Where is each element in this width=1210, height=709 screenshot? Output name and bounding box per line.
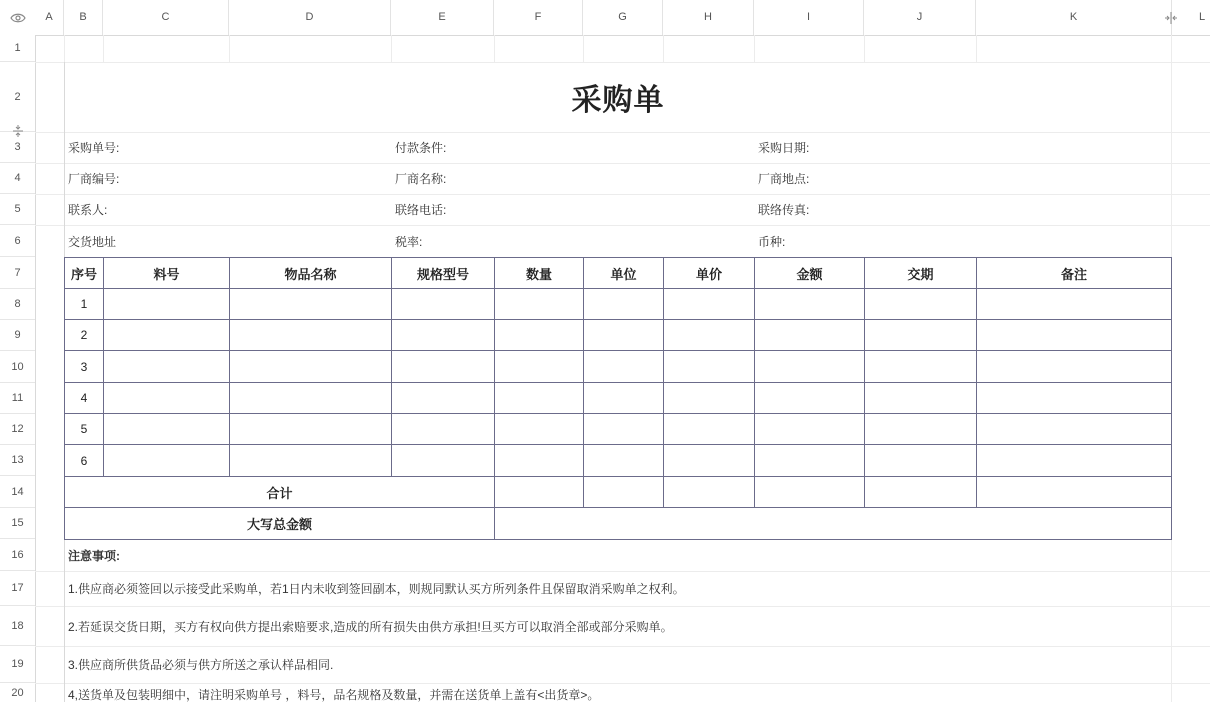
total-caps-label[interactable]: 大写总金额 [64, 507, 495, 540]
table-cell[interactable] [976, 288, 1172, 320]
column-header-j[interactable]: J [864, 0, 976, 35]
vendor-name-label[interactable]: 厂商名称: [395, 172, 447, 186]
table-cell[interactable] [391, 413, 495, 445]
row-index-cell[interactable]: 1 [64, 288, 104, 320]
table-cell[interactable] [663, 413, 755, 445]
gridline [663, 35, 664, 62]
table-cell[interactable] [754, 319, 865, 351]
table-cell[interactable] [494, 413, 584, 445]
column-header-b[interactable]: B [64, 0, 103, 35]
gridline [864, 35, 865, 62]
gridline [229, 35, 230, 62]
column-header-bar [0, 0, 1210, 36]
tax-rate-label[interactable]: 税率: [395, 234, 423, 249]
header-amount[interactable]: 金额 [754, 257, 865, 289]
table-cell[interactable] [391, 382, 495, 414]
table-cell[interactable] [103, 413, 230, 445]
row-header-7[interactable]: 7 [0, 257, 35, 289]
column-header-g[interactable]: G [583, 0, 663, 35]
row-index-cell[interactable]: 2 [64, 319, 104, 351]
row-header-12[interactable]: 12 [0, 414, 35, 445]
note-item[interactable]: 3.供应商所供货品必须与供方所送之承认样品相同. [68, 658, 334, 672]
row-header-4[interactable]: 4 [0, 163, 35, 194]
po-date-label[interactable]: 采购日期: [758, 141, 810, 155]
subtotal-unit-price-cell[interactable] [663, 476, 755, 508]
subtotal-delivery-cell[interactable] [864, 476, 977, 508]
note-item[interactable]: 1.供应商必须签回以示接受此采购单，若1日内未收到签回副本，则规同默认买方所列条件且保留取消采购单之权利。 [68, 582, 685, 596]
row-header-bar [0, 35, 36, 702]
table-cell[interactable] [663, 382, 755, 414]
table-cell[interactable] [754, 444, 865, 477]
table-cell[interactable] [494, 444, 584, 477]
table-cell[interactable] [391, 288, 495, 320]
table-cell[interactable] [754, 382, 865, 414]
row-header-1[interactable]: 1 [0, 35, 35, 62]
po-number-label[interactable]: 采购单号: [68, 141, 120, 155]
row-header-18[interactable]: 18 [0, 606, 35, 646]
gridline [494, 35, 495, 62]
vendor-location-label[interactable]: 厂商地点: [758, 172, 810, 186]
row-header-15[interactable]: 15 [0, 508, 35, 539]
header-unit[interactable]: 单位 [583, 257, 664, 289]
currency-label[interactable]: 币种: [758, 234, 786, 249]
row-index-cell[interactable]: 6 [64, 444, 104, 477]
row-header-3[interactable]: 3 [0, 132, 35, 163]
column-header-l[interactable]: L [1198, 11, 1206, 23]
table-cell[interactable] [864, 350, 977, 383]
table-cell[interactable] [103, 444, 230, 477]
note-item[interactable]: 2.若延误交货日期，买方有权向供方提出索赔要求,造成的所有损失由供方承担!旦买方可以取消全部或部分采购单。 [68, 619, 673, 634]
row-header-6[interactable]: 6 [0, 225, 35, 257]
column-header-c[interactable]: C [103, 0, 229, 35]
row-header-14[interactable]: 14 [0, 476, 35, 508]
table-cell[interactable] [583, 382, 664, 414]
header-delivery[interactable]: 交期 [864, 257, 977, 289]
row-header-10[interactable]: 10 [0, 351, 35, 383]
eye-icon[interactable] [0, 0, 35, 35]
subtotal-remarks-cell[interactable] [976, 476, 1172, 508]
row-header-16[interactable]: 16 [0, 539, 35, 571]
table-cell[interactable] [864, 444, 977, 477]
fax-label[interactable]: 联络传真: [758, 203, 810, 217]
row-header-2[interactable]: 2 [0, 62, 35, 132]
gridline [976, 35, 977, 62]
column-header-k[interactable]: K [976, 0, 1172, 35]
phone-label[interactable]: 联络电话: [395, 203, 447, 217]
note-item[interactable]: 4,送货单及包装明细中，请注明采购单号 ，料号，品名规格及数量，并需在送货单上盖有<出货章>。 [68, 688, 600, 702]
row-header-13[interactable]: 13 [0, 445, 35, 476]
table-cell[interactable] [583, 413, 664, 445]
total-caps-value-cell[interactable] [494, 507, 1172, 540]
gridline [391, 35, 392, 62]
table-cell[interactable] [663, 319, 755, 351]
table-cell[interactable] [663, 350, 755, 383]
table-cell[interactable] [103, 288, 230, 320]
row-index-cell[interactable]: 3 [64, 350, 104, 383]
table-cell[interactable] [976, 382, 1172, 414]
column-header-f[interactable]: F [494, 0, 583, 35]
row-header-11[interactable]: 11 [0, 383, 35, 414]
gridline [103, 35, 104, 62]
table-cell[interactable] [976, 413, 1172, 445]
table-cell[interactable] [494, 319, 584, 351]
table-cell[interactable] [103, 382, 230, 414]
header-part-number[interactable]: 料号 [103, 257, 230, 289]
table-cell[interactable] [494, 350, 584, 383]
table-cell[interactable] [494, 382, 584, 414]
table-cell[interactable] [583, 319, 664, 351]
subtotal-quantity-cell[interactable] [494, 476, 584, 508]
header-index[interactable]: 序号 [64, 257, 104, 289]
table-cell[interactable] [103, 319, 230, 351]
table-cell[interactable] [754, 288, 865, 320]
column-header-e[interactable]: E [391, 0, 494, 35]
table-cell[interactable] [391, 350, 495, 383]
notes-heading[interactable]: 注意事项: [68, 549, 120, 563]
table-cell[interactable] [976, 350, 1172, 383]
table-cell[interactable] [229, 319, 392, 351]
header-spec[interactable]: 规格型号 [391, 257, 495, 289]
column-header-a[interactable]: A [35, 0, 64, 35]
gridline [64, 35, 65, 62]
row-header-8[interactable]: 8 [0, 289, 35, 320]
table-cell[interactable] [229, 288, 392, 320]
header-item-name[interactable]: 物品名称 [229, 257, 392, 289]
row-header-20[interactable]: 20 [11, 686, 24, 699]
table-cell[interactable] [229, 350, 392, 383]
payment-terms-label[interactable]: 付款条件: [395, 141, 447, 155]
table-cell[interactable] [864, 382, 977, 414]
row-header-19[interactable]: 19 [0, 646, 35, 683]
subtotal-amount-cell[interactable] [754, 476, 865, 508]
table-cell[interactable] [976, 444, 1172, 477]
page-title[interactable]: 采购单 [571, 84, 665, 117]
header-remarks[interactable]: 备注 [976, 257, 1172, 289]
table-cell[interactable] [494, 288, 584, 320]
column-header-d[interactable]: D [229, 0, 391, 35]
column-header-i[interactable]: I [754, 0, 864, 35]
gridline [754, 35, 755, 62]
row-header-5[interactable]: 5 [0, 194, 35, 225]
table-cell[interactable] [583, 444, 664, 477]
row-header-17[interactable]: 17 [0, 571, 35, 606]
table-cell[interactable] [864, 319, 977, 351]
table-cell[interactable] [754, 350, 865, 383]
header-unit-price[interactable]: 单价 [663, 257, 755, 289]
table-cell[interactable] [229, 444, 392, 477]
vendor-code-label[interactable]: 厂商编号: [68, 172, 120, 186]
header-quantity[interactable]: 数量 [494, 257, 584, 289]
table-cell[interactable] [391, 319, 495, 351]
column-header-h[interactable]: H [663, 0, 754, 35]
table-cell[interactable] [754, 413, 865, 445]
table-cell[interactable] [583, 350, 664, 383]
row-index-cell[interactable]: 5 [64, 413, 104, 445]
table-cell[interactable] [663, 288, 755, 320]
delivery-address-label[interactable]: 交货地址 [68, 234, 117, 249]
gridline [583, 35, 584, 62]
contact-label[interactable]: 联系人: [68, 203, 108, 217]
row-header-9[interactable]: 9 [0, 320, 35, 351]
table-cell[interactable] [229, 413, 392, 445]
table-cell[interactable] [864, 288, 977, 320]
subtotal-label[interactable]: 合计 [64, 476, 495, 508]
table-cell[interactable] [229, 382, 392, 414]
row-resize-icon[interactable] [10, 123, 26, 139]
table-cell[interactable] [663, 444, 755, 477]
column-resize-icon[interactable] [1163, 10, 1179, 26]
table-cell[interactable] [976, 319, 1172, 351]
table-cell[interactable] [391, 444, 495, 477]
table-cell[interactable] [103, 350, 230, 383]
subtotal-unit-cell[interactable] [583, 476, 664, 508]
table-cell[interactable] [864, 413, 977, 445]
row-index-cell[interactable]: 4 [64, 382, 104, 414]
table-cell[interactable] [583, 288, 664, 320]
